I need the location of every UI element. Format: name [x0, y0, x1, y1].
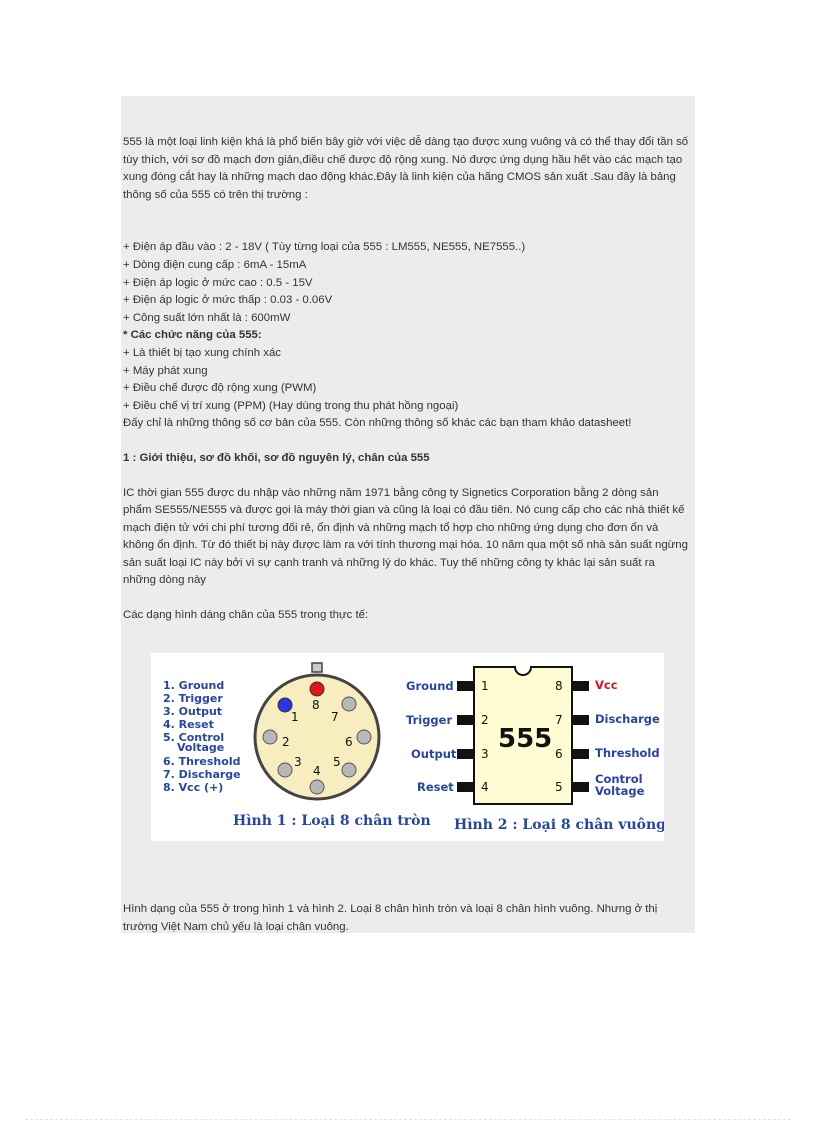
round-pin-2 [263, 730, 277, 744]
dip-label-reset: Reset [417, 780, 454, 794]
dip-lead [572, 782, 589, 792]
functions-heading: * Các chức năng của 555: [123, 329, 262, 342]
function-item: + Máy phát xung [123, 364, 208, 377]
spec-item: + Dòng điện cung cấp : 6mA - 15mA [123, 258, 307, 271]
dip-label-output: Output [411, 747, 457, 761]
dip-label-vcc: Vcc [595, 678, 618, 692]
pin-list-item: 5. Control [163, 731, 225, 744]
pin-list-item: 8. Vcc (+) [163, 781, 224, 794]
pin-list-item: 3. Output [163, 705, 223, 718]
dip-label-trigger: Trigger [406, 713, 453, 727]
specs-list [123, 239, 689, 433]
shapes-intro: Các dạng hình dáng chân của 555 trong thực tế: [123, 609, 369, 622]
dip-pin-number: 8 [555, 679, 563, 693]
round-pin-7 [342, 697, 356, 711]
dip-label-discharge: Discharge [595, 712, 660, 726]
dip-package [457, 667, 589, 804]
pin-list-item: 7. Discharge [163, 768, 241, 781]
round-pin-number: 5 [333, 755, 341, 769]
dip-label-voltage: Voltage [595, 784, 645, 798]
spec-item: + Điện áp logic ở mức cao : 0.5 - 15V [123, 276, 313, 289]
dip-pin-number: 5 [555, 780, 563, 794]
round-pin-number: 6 [345, 735, 353, 749]
spec-item: + Điện áp đầu vào : 2 - 18V ( Tùy từng loại của 555 : LM555, NE555, NE7555..) [123, 241, 526, 254]
dip-pin-number: 2 [481, 713, 489, 727]
pin-list-item: 1. Ground [163, 679, 225, 692]
dip-pin-number: 7 [555, 713, 563, 727]
round-pin-number: 7 [331, 710, 339, 724]
page-divider [25, 1119, 791, 1120]
dip-pin-number: 6 [555, 747, 563, 761]
round-pin-number: 8 [312, 698, 320, 712]
dip-pin-number: 4 [481, 780, 489, 794]
dip-label-threshold: Threshold [595, 746, 660, 760]
pin-list-item: Voltage [177, 741, 225, 754]
function-item: + Điều chế vị trí xung (PPM) (Hay dùng trong thu phát hồng ngoại) [123, 399, 459, 412]
dip-lead [457, 782, 474, 792]
section-heading: 1 : Giới thiệu, sơ đồ khối, sơ đồ nguyên lý, chân của 555 [123, 451, 430, 464]
dip-lead [457, 715, 474, 725]
caption-square: Hình 2 : Loại 8 chân vuông [454, 817, 664, 833]
caption-round: Hình 1 : Loại 8 chân tròn [233, 813, 431, 829]
round-pin-5 [342, 763, 356, 777]
dip-label-control: Control [595, 772, 643, 786]
dip-lead [572, 749, 589, 759]
pin-list-item: 4. Reset [163, 718, 214, 731]
round-pin-number: 4 [313, 764, 321, 778]
datasheet-note: Đấy chỉ là những thông số cơ bản của 555. Còn những thông số khác các bạn tham khảo datasheet! [123, 417, 632, 430]
round-pin-1 [278, 698, 292, 712]
dip-lead [572, 715, 589, 725]
round-pin-number: 3 [294, 755, 302, 769]
pinout-diagram [151, 653, 664, 841]
dip-pin-number: 3 [481, 747, 489, 761]
round-pin-3 [278, 763, 292, 777]
function-item: + Điều chế được độ rộng xung (PWM) [123, 382, 317, 395]
pin-list-item: 6. Threshold [163, 755, 241, 768]
dip-lead [457, 681, 474, 691]
round-pin-8 [310, 682, 324, 696]
pin-list-item: 2. Trigger [163, 692, 223, 705]
dip-label-ground: Ground [406, 679, 454, 693]
package-tab [312, 663, 322, 672]
round-pin-number: 1 [291, 710, 299, 724]
intro-paragraph: 555 là một loại linh kiện khá là phổ biến bây giờ với việc dễ dàng tạo được xung vuông và có thể thay đổi tần số tùy thích, với sơ đồ mạch đơn giản,điều chế được độ rộng xung. Nó được ứng dụng hầu hết vào các mạch tạo xung đóng cắt hay là những mạch dao động khác.Đây là linh kiện của hãng CMOS sản xuất .Sau đây là bảng thông số của 555 có trên thị trường : [123, 136, 689, 201]
article-body [123, 134, 689, 625]
dip-lead [457, 749, 474, 759]
round-package [255, 663, 379, 799]
conclusion-paragraph: Hình dạng của 555 ở trong hình 1 và hình 2. Loại 8 chân hình tròn và loại 8 chân hình vuông. Nhưng ở thị trường Việt Nam chủ yếu là loại chân vuông. [123, 903, 658, 933]
round-pin-4 [310, 780, 324, 794]
pinout-figure [151, 653, 664, 841]
round-pin-list [163, 679, 241, 794]
dip-lead [572, 681, 589, 691]
round-pin-6 [357, 730, 371, 744]
spec-item: + Công suất lớn nhất là : 600mW [123, 311, 291, 324]
spec-item: + Điện áp logic ở mức thấp : 0.03 - 0.06V [123, 294, 333, 307]
dip-pin-number: 1 [481, 679, 489, 693]
function-item: + Là thiết bị tạo xung chính xác [123, 346, 281, 359]
history-paragraph: IC thời gian 555 được du nhập vào những năm 1971 bằng công ty Signetics Corporation bằng 2 dòng sản phẩm SE555/NE555 và được gọi là máy thời gian và cũng là loại có đầu tiên. Nó cung cấp cho các nhà thiết kế mạch điện tử với chi phí tương đối rẻ, ổn định và những mạch tổ hợp cho những ứng dụng cho đơn ổn và không ổn định. Từ đó thiết bị này được làm ra với tính thương mại hóa. 10 năm qua một số nhà sản suất ngừng sản suất loại IC này bởi vì sự cạnh tranh và những lý do khác. Tuy thế những công ty khác lại sản suất ra những dòng này [123, 486, 688, 587]
round-pin-number: 2 [282, 735, 290, 749]
chip-label: 555 [498, 724, 553, 754]
